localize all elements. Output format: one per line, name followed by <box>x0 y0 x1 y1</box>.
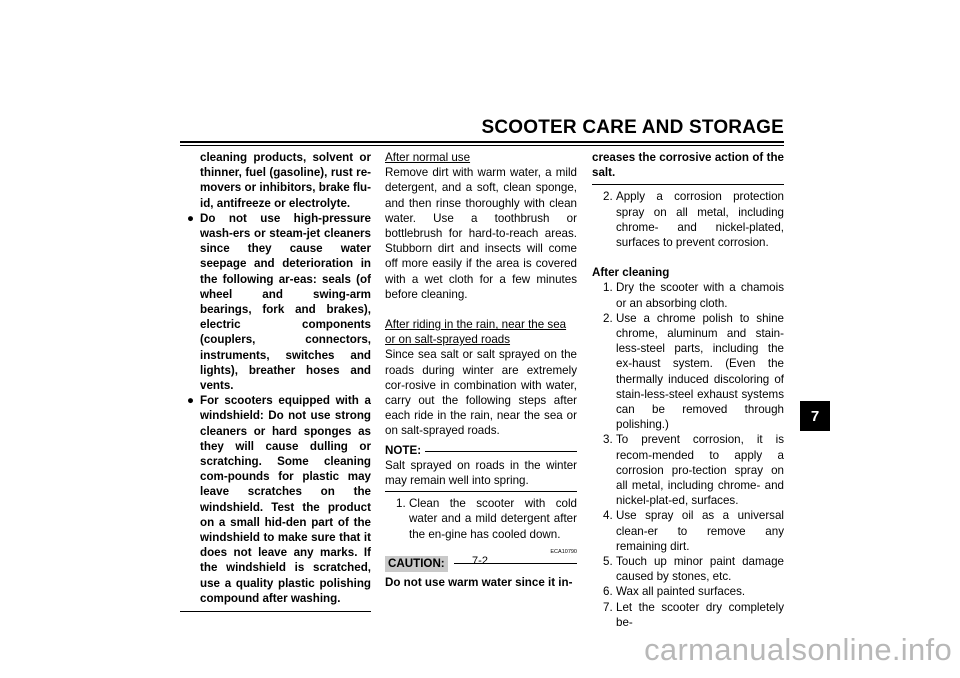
list-item <box>592 311 784 433</box>
list-item-number: 7. <box>603 600 613 614</box>
list-item-text: To prevent corrosion, it is recom-mended to apply a corrosion pro-tection spray on all metal, including chrome- and nickel-plat-ed, surfaces. <box>616 433 784 508</box>
list-item-number: 5. <box>603 555 613 569</box>
bullet-icon: ● <box>187 394 195 408</box>
warning-lead-text: cleaning products, solvent or thinner, fuel (gasoline), rust re-movers or inhibitors, brake flu-id, antifreeze or electrolyte. <box>200 151 371 210</box>
page-number: 7-2 <box>472 555 488 567</box>
caution-text: Do not use warm water since it in- <box>385 575 573 589</box>
warning-bullet-text: Do not use high-pressure wash-ers or steam-jet cleaners since they cause water seepage and deterioration in the following ar-eas: seals (of wheel and swing-arm bearings, fork and brakes), electric components (couplers, connectors, instruments, switches and lights), breather hoses and vents. <box>200 211 371 393</box>
list-item-number: 2. <box>603 311 613 325</box>
chapter-tab: 7 <box>800 401 830 431</box>
list-item <box>592 189 784 250</box>
note-end-rule <box>385 491 577 492</box>
list-item-text: Clean the scooter with cold water and a mild detergent after the en-gine has cooled down. <box>409 497 577 541</box>
note-text: Salt sprayed on roads in the winter may remain well into spring. <box>385 458 577 488</box>
list-item <box>592 280 784 310</box>
list-item-number: 4. <box>603 509 613 523</box>
section-heading-normal-use: After normal use <box>385 151 471 164</box>
list-item-text: Touch up minor paint damage caused by stones, etc. <box>616 555 784 584</box>
caution-text-continued: creases the corrosive action of the salt. <box>592 151 784 180</box>
list-item-text: Use a chrome polish to shine chrome, aluminum and stain-less-steel parts, including the ex-haust system. (Even the thermally induced discoloring of stain-less-steel exhaust systems can be removed through polishing.) <box>616 311 784 432</box>
warning-bullet <box>180 393 371 606</box>
header-rule-thin <box>180 145 784 146</box>
caution-code: ECA10790 <box>550 548 577 555</box>
watermark: carmanualsonline.info <box>644 632 952 667</box>
header-rule <box>180 141 784 143</box>
column-2 <box>385 150 577 590</box>
caution-end-rule <box>592 184 784 185</box>
note-heading <box>385 443 577 458</box>
list-item-text: Wax all painted surfaces. <box>616 585 746 599</box>
list-item-number: 6. <box>603 585 613 599</box>
list-item-number: 2. <box>603 190 613 204</box>
warning-end-rule <box>180 611 371 612</box>
list-item-text: Use spray oil as a universal clean-er to remove any remaining dirt. <box>616 509 784 553</box>
list-item-text: Dry the scooter with a chamois or an absorbing cloth. <box>616 281 784 310</box>
warning-bullet <box>180 211 371 393</box>
list-item-text: Apply a corrosion protection spray on all metal, including chrome- and nickel-plated, surfaces to prevent corrosion. <box>616 190 784 250</box>
list-item <box>385 496 577 542</box>
list-item <box>592 554 784 584</box>
warning-bullet-text: For scooters equipped with a windshield: Do not use strong cleaners or hard sponges as they will cause dulling or scratching. Some cleaning com-pounds for plastic may leave scratches on the windshield. Test the product on a small hid-den part of the windshield to make sure that it does not leave any marks. If the windshield is scratched, use a quality plastic polishing compound after washing. <box>200 394 371 605</box>
column-3 <box>592 150 784 630</box>
caution-label: CAUTION: <box>385 556 448 572</box>
list-item <box>592 432 784 508</box>
list-item-number: 1. <box>396 497 406 511</box>
section-heading-after-cleaning: After cleaning <box>592 266 670 280</box>
page-title: SCOOTER CARE AND STORAGE <box>481 117 784 138</box>
note-rule <box>425 451 577 452</box>
paragraph-normal-use: Remove dirt with warm water, a mild detergent, and a soft, clean sponge, and then rinse thoroughly with clean water. Use a toothbrush or bottlebrush for hard-to-reach areas. Stubborn dirt and insects will come off more easily if the area is covered with a wet cloth for a few minutes before cleaning. <box>385 166 577 301</box>
list-item <box>592 508 784 554</box>
list-item-text: Let the scooter dry completely be- <box>616 600 784 629</box>
column-1 <box>180 150 371 612</box>
section-heading-rain-salt: After riding in the rain, near the sea or on salt-sprayed roads <box>385 318 567 347</box>
list-item-number: 1. <box>603 281 613 295</box>
list-item <box>592 600 784 630</box>
list-item-number: 3. <box>603 433 613 447</box>
list-item <box>592 584 784 599</box>
note-label: NOTE: <box>385 443 422 457</box>
bullet-icon: ● <box>187 211 195 225</box>
paragraph-rain-salt: Since sea salt or salt sprayed on the roads during winter are extremely cor-rosive in combination with water, carry out the following steps after each ride in the rain, near the sea or on salt-sprayed roads. <box>385 348 577 438</box>
